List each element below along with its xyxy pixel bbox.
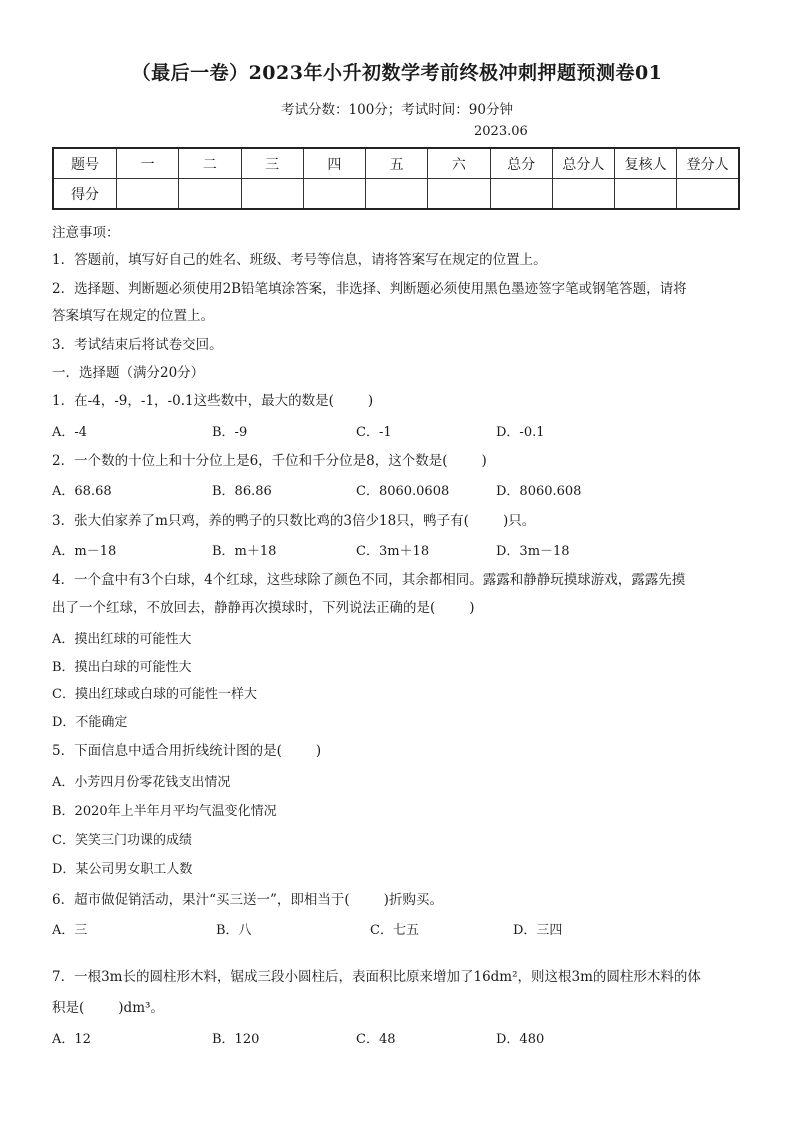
table-cell: 五 [366, 148, 428, 179]
exam-title: （最后一卷）2023年小升初数学考前终极冲刺押题预测卷01 [131, 62, 663, 84]
note-item: 2．选择题、判断题必须使用2B铅笔填涂答案，非选择、判断题必须使用黑色墨迹签字笔或钢笔答题，请将 [52, 281, 687, 297]
question-stem [52, 389, 373, 409]
table-cell: 三 [241, 148, 303, 179]
option-b: B．摸出白球的可能性大 [52, 660, 192, 675]
section-title: 一．选择题（满分20分） [52, 365, 205, 381]
option-c: C．3m＋18 [356, 544, 430, 559]
question-text: ) [367, 393, 374, 409]
note-item: 1．答题前，填写好自己的姓名、班级、考号等信息，请将答案写在规定的位置上。 [52, 252, 547, 268]
option-c: C．-1 [356, 425, 392, 440]
question-text: ) [315, 743, 322, 759]
option-c: C．8060.0608 [356, 484, 450, 499]
option-d: D．不能确定 [52, 715, 128, 730]
option-c: C．笑笑三门功课的成绩 [52, 833, 192, 848]
option-a: A．12 [52, 1032, 91, 1047]
option-a: A．摸出红球的可能性大 [52, 632, 192, 647]
table-cell: 复核人 [615, 148, 677, 179]
score-cell [179, 179, 241, 210]
question-text: )折购买。 [383, 892, 443, 908]
table-cell: 得分 [53, 179, 117, 210]
question-stem [52, 596, 475, 616]
table-cell: 总分 [490, 148, 552, 179]
question-text: 积是( [52, 1000, 85, 1016]
note-item: 答案填写在规定的位置上。 [52, 308, 214, 324]
score-cell [241, 179, 303, 210]
score-cell [428, 179, 490, 210]
score-cell [677, 179, 739, 210]
question-text: )dm³。 [118, 1000, 164, 1016]
table-cell: 二 [179, 148, 241, 179]
question-text: )只。 [502, 513, 536, 529]
table-cell: 六 [428, 148, 490, 179]
table-cell: 总分人 [552, 148, 614, 179]
option-b: B．2020年上半年月平均气温变化情况 [52, 804, 277, 819]
question-text: 2．一个数的十位上和十分位上是6，千位和千分位是8，这个数是( [52, 453, 448, 469]
score-cell [490, 179, 552, 210]
option-c: C．摸出红球或白球的可能性一样大 [52, 687, 257, 702]
question-stem-line: 4．一个盒中有3个白球，4个红球，这些球除了颜色不同，其余都相同。露露和静静玩摸球游戏，露露先摸 [52, 572, 686, 588]
table-cell: 登分人 [677, 148, 739, 179]
option-a: A．-4 [52, 425, 88, 440]
question-text: 出了一个红球，不放回去，静静再次摸球时，下列说法正确的是( [52, 600, 436, 616]
exam-date: 2023.06 [474, 124, 528, 139]
score-cell [615, 179, 677, 210]
table-cell: 一 [117, 148, 179, 179]
question-text: 6．超市做促销活动，果汁“买三送一”，即相当于( [52, 892, 350, 908]
question-stem [52, 449, 487, 469]
option-d: D．三四 [513, 923, 563, 938]
question-text: 1．在-4，-9，-1，-0.1这些数中，最大的数是( [52, 393, 334, 409]
option-a: A．m－18 [52, 544, 117, 559]
note-item: 3．考试结束后将试卷交回。 [52, 337, 223, 353]
option-d: D．480 [496, 1032, 545, 1047]
question-text: ) [481, 453, 487, 469]
option-a: A．三 [52, 923, 88, 938]
option-d: D．-0.1 [496, 425, 545, 440]
score-cell [552, 179, 614, 210]
question-stem-line: 7．一根3m长的圆柱形木料，锯成三段小圆柱后，表面积比原来增加了16dm²，则这根3m的圆柱形木料的体 [52, 969, 701, 985]
question-stem [52, 996, 164, 1016]
option-d: D．某公司男女职工人数 [52, 862, 193, 877]
option-c: C．七五 [370, 923, 419, 938]
option-d: D．3m－18 [496, 544, 570, 559]
notes-title: 注意事项： [52, 225, 120, 241]
score-table [52, 147, 740, 210]
question-text: ) [469, 600, 475, 616]
question-stem [52, 888, 443, 908]
option-b: B．120 [212, 1032, 260, 1047]
score-cell [366, 179, 428, 210]
question-stem [52, 509, 535, 529]
exam-info: 考试分数：100分；考试时间：90分钟 [281, 102, 513, 118]
option-c: C．48 [356, 1032, 396, 1047]
score-cell [117, 179, 179, 210]
option-b: B．m＋18 [212, 544, 277, 559]
option-a: A．小芳四月份零花钱支出情况 [52, 775, 231, 790]
option-b: B．八 [216, 923, 252, 938]
question-text: 3．张大伯家养了m只鸡，养的鸭子的只数比鸡的3倍少18只，鸭子有( [52, 513, 469, 529]
score-table-header-row [53, 148, 739, 179]
table-cell: 四 [303, 148, 365, 179]
option-b: B．86.86 [212, 484, 272, 499]
score-table-score-row [53, 179, 739, 210]
option-d: D．8060.608 [496, 484, 582, 499]
question-stem [52, 739, 321, 759]
score-cell [303, 179, 365, 210]
table-cell: 题号 [53, 148, 117, 179]
question-text: 5．下面信息中适合用折线统计图的是( [52, 743, 282, 759]
option-b: B．-9 [212, 425, 248, 440]
option-a: A．68.68 [52, 484, 112, 499]
